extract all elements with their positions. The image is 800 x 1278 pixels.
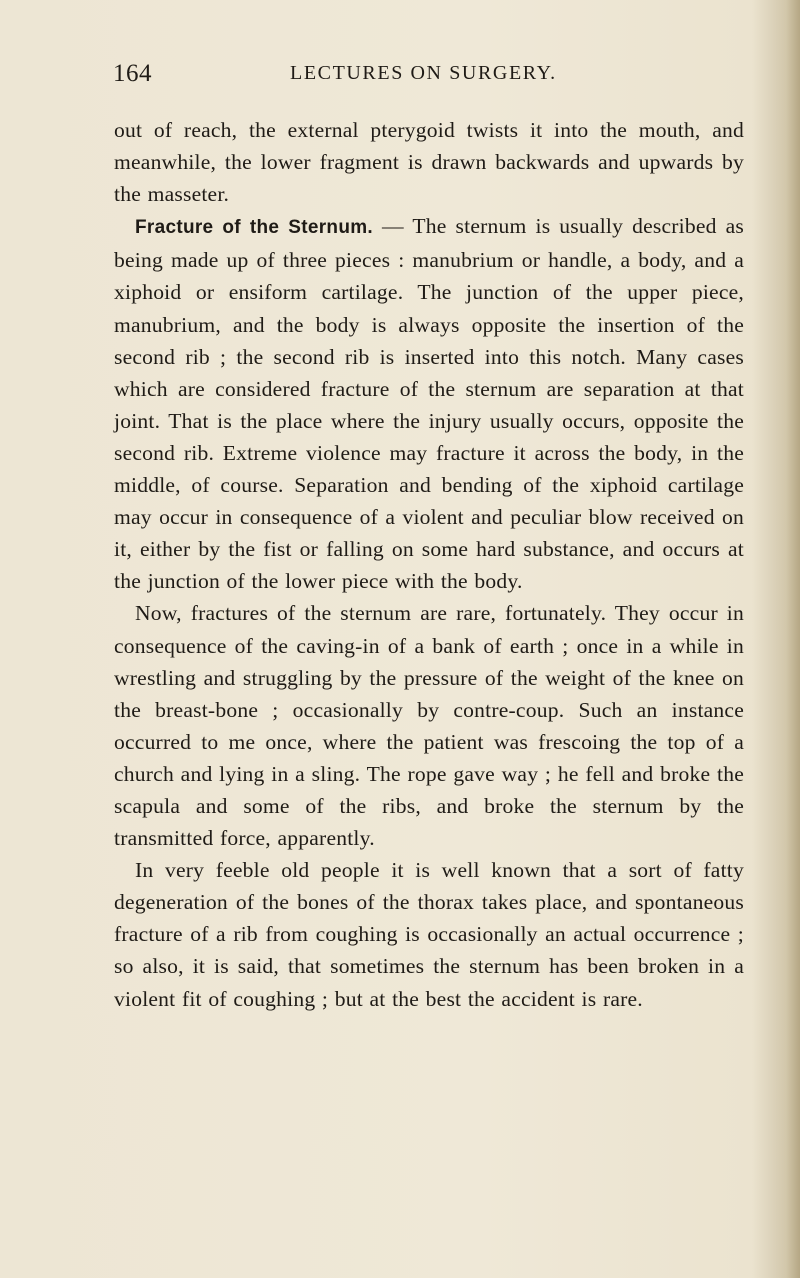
section-heading: Fracture of the Sternum. [135,217,374,239]
page-number: 164 [113,60,152,87]
paragraph-text: Now, fractures of the sternum are rare, fortunately. They occur in consequence of the caving-in of a bank of earth ; once in a while in wrestling and struggling by the pressure of the weight of the knee on the breast-bone ; occasionally by contre-coup. Such an instance occurred to me once, where the patient was frescoing the top of a church and lying in a sling. The rope gave way ; he fell and broke the scapula and some of the ribs, and broke the sternum by the transmitted force, apparently. [114,601,744,851]
paragraph-text: In very feeble old people it is well known that a sort of fatty degeneration of the bones of the thorax takes place, and spontaneous fracture of a rib from coughing is occasionally an actual occurrence ; so also, it is said, that sometimes the sternum has been broken in a violent fit of coughing ; but at the best the accident is rare. [114,858,744,1011]
paragraph-continuation [114,114,744,210]
running-header [113,60,743,94]
paragraph-sternum-fracture [114,210,744,597]
paragraph-text: — The sternum is usually described as being made up of three pieces : manubrium or handle, a body, and a xiphoid or ensiform cartilage. The junction of the upper piece, manubrium, and the body is always opposite the insertion of the second rib ; the second rib is inserted into this notch. Many cases which are considered fracture of the sternum are separation at that joint. That is the place where the injury usually occurs, opposite the second rib. Extreme violence may fracture it across the body, in the middle, of course. Separation and bending of the xiphoid cartilage may occur in consequence of a violent and peculiar blow received on it, either by the fist or falling on some hard substance, and occurs at the junction of the lower piece with the body. [114,214,744,594]
page-edge-shadow [786,0,800,1278]
paragraph-text: out of reach, the external pterygoid twists it into the mouth, and meanwhile, the lower fragment is drawn backwards and upwards by the masseter. [114,118,744,207]
paragraph-causes [114,597,744,854]
paragraph-old-people [114,854,744,1014]
body-text [114,114,744,1015]
running-title: LECTURES ON SURGERY. [290,62,557,84]
